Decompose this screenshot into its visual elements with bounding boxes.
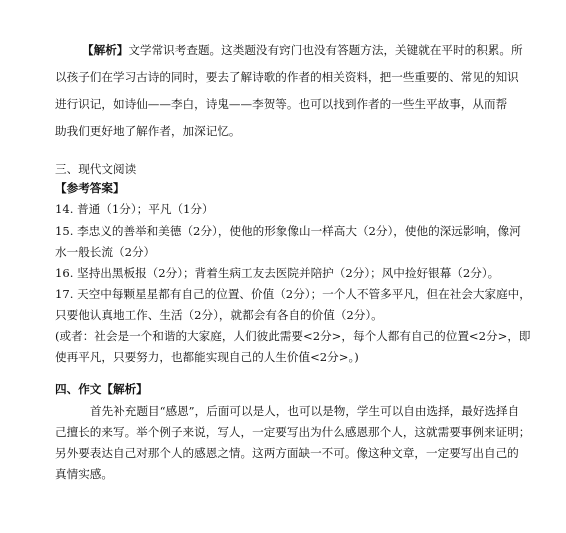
writing-analysis-line-4: 真情实感。 [55,467,113,481]
answer-17-alt-line-1: (或者：社会是一个和谐的大家庭，人们彼此需要<2分>，每个人都有自己的位置<2分>，即 [55,329,531,343]
literature-analysis-line-2: 以孩子们在学习古诗的同时，要去了解诗歌的作者的相关资料，把一些重要的、常见的知识 [55,70,519,84]
answer-16: 16. 坚持出黑板报（2分）；背着生病工友去医院并陪护（2分）；风中捡好银幕（2分）。 [55,266,500,280]
answer-17-alt-line-2: 使再平凡，只要努力，也都能实现自己的人生价值<2分>。) [55,350,359,364]
literature-analysis-line-4: 助我们更好地了解作者，加深记忆。 [55,124,241,138]
answer-17-line-2: 只要他认真地工作、生活（2分），就都会有各自的价值（2分）。 [55,308,383,322]
answer-15-line-1: 15. 李忠义的善举和美德（2分），使他的形象像山一样高大（2分），使他的深远影响，像河 [55,224,521,238]
literature-analysis-line-1: 【解析】文学常识考查题。这类题没有窍门也没有答题方法，关键就在平时的积累。所 [82,43,523,57]
reference-answer-header: 【参考答案】 [55,181,125,195]
writing-section-title: 四、作文【解析】 [55,382,148,396]
answer-17-line-1: 17. 天空中每颗星星都有自己的位置、价值（2分）；一个人不管多平凡，但在社会大家庭中， [55,287,531,301]
writing-analysis-line-3: 另外要表达自己对那个人的感恩之情。这两方面缺一不可。像这种文章，一定要写出自己的 [55,446,519,460]
analysis-label: 【解析】 [82,43,129,57]
answer-15-line-2: 水一般长流（2分） [55,245,156,259]
writing-analysis-line-1: 首先补充题目“感恩”，后面可以是人，也可以是物，学生可以自由选择，最好选择自 [90,404,520,418]
reading-section-title: 三、现代文阅读 [55,162,137,176]
answer-14: 14. 普通（1分）；平凡（1分） [55,202,214,216]
literature-analysis-line-3: 进行识记，如诗仙——李白，诗鬼——李贺等。也可以找到作者的一些生平故事，从而帮 [55,97,508,111]
writing-analysis-line-2: 己擅长的来写。举个例子来说，写人，一定要写出为什么感恩那个人，这就需要事例来证明； [55,425,531,439]
